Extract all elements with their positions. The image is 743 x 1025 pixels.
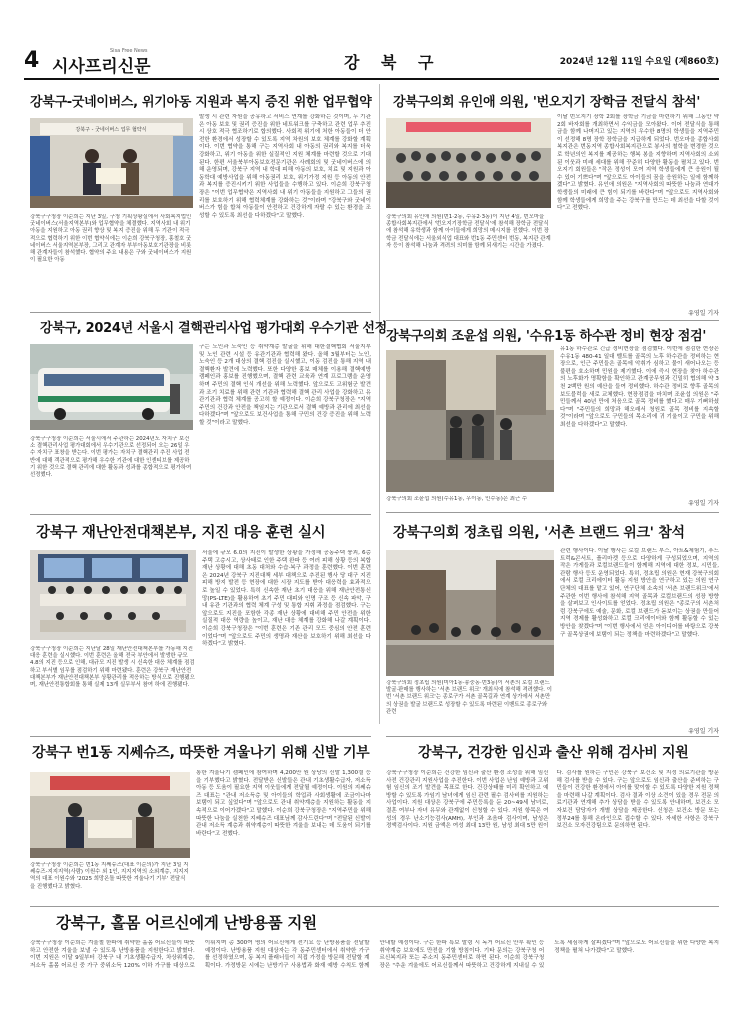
banner-text: 강북구 - 굿네이버스 업무 협약식 — [75, 127, 147, 133]
byline: 유영일 기자 — [688, 728, 719, 735]
article-headline: 강북구 번1동 지쎄슈즈, 따뜻한 겨울나기 위해 신발 기부 — [32, 745, 370, 761]
article-photo-site — [386, 350, 554, 492]
article-photo-donation — [30, 772, 190, 858]
article-body: 강북구구청장 이순희는 지난달 28일 재난안전대책본부를 가동해 지진 대응 훈련을 실시했다. 이번 훈련은 올해 전국 부안에서 발생한 규모 4.8의 지진 등으로 인해, 대규모 지진 발생 시 신속한 대응 체계를 점검하고 부서별 임무를 점검하기 위해 마련됐다. 훈련은 강북구 재난안전대책본부가 재난안전대책본부 상황관리를 적응하는 방식으로 진행됐으며, 재난안전통합회를 통해 실제 13개 실무부서 참여 하에 진행됐다. — [30, 646, 195, 689]
article-body: 강북구구청장 이순희는 건강한 임신과 출산 환경 조성을 위해 임신 사전 건강관리 지원사업을 추진한다. 이번 사업은 난임 예방과 고위험 임신의 조기 발견을 목표로 한다. 건강상태를 미리 확인하고 예방할 수 있도록 가임기 남녀에게 임신 관련 필수 검사비를 지원하는 사업이다. 지원 대상은 강북구에 주민등록을 둔 20~49세 남녀로, 결혼 여부나 자녀 유무와 관계없이 신청할 수 있다. 지원 항목은 여성의 경우 난소기능검사(AMH), 부인과 초음파 검사이며, 남성은 정액검사이다. 지원 금액은 여성 최대 13만 원, 남성 최대 5만 원이다. 검사를 원하는 구민은 강북구 보건소 및 지정 의료기관을 방문해 검사를 받을 수 있다. 구는 앞으로도 임신과 출산을 준비하는 구민들이 건강한 환경에서 아이를 맞이할 수 있도록 다양한 지원 정책을 마련해 나갈 계획이다. 검사 결과 이상 소견이 있을 경우 전문 의료기관과 연계해 추가 상담을 받을 수 있도록 안내하며, 보건소 모자보건 담당자가 개별 상담을 제공한다. 신청은 보건소 방문 또는 정부24를 통해 온라인으로 접수할 수 있다. 자세한 사항은 강북구 보건소 모자건강팀으로 문의하면 된다. — [386, 770, 719, 830]
page-number: 4 — [24, 48, 40, 73]
article-divider — [386, 736, 719, 737]
article-headline: 강북구의회 정초립 의원, '서촌 브랜드 위크' 참석 — [393, 525, 685, 541]
article-body: 통한 겨울나기 캠페인에 참여하며 4,200만 원 상당의 신발 1,300켤 등을 기부했다고 밝혔다. 전달받은 신발들은 관내 기초생활수급자, 저소득 아동 등 도움이 필요한 지역 이웃들에게 전달될 예정이다. 이원의 지쎄슈즈 대표는 "관내 저소득층 및 아이들의 학업과 사회생활에 조금이나마 보탬이 되고 싶었다"며 "앞으로도 관내 취약계층을 지원하는 활동을 지속적으로 이어가겠다"고 말했다. 이순희 강북구청장은 "지역주민을 위해 따뜻한 나눔을 실천한 지쎄슈즈 대표님께 감사드린다"며 "전달된 신발이 관내 저소득 계층과 취약계층이 따뜻한 겨울을 보내는 데 도움이 되기를 바란다"고 전했다. — [196, 770, 371, 837]
section-title: 강 북 구 — [344, 53, 442, 72]
article-divider — [30, 312, 371, 313]
article-divider — [386, 512, 719, 513]
article-photo-drill — [30, 550, 196, 640]
article-body: 이날 번오지기 장학 2회를 장학금 기금을 마련하기 위해 그동안 약 2회 바자회를 개최하면서 수익금을 모아왔다. 이어 전달식을 통해 금을 함께 나머지고 있는 지역의 우수한 8명의 학생들을 지역주민이 선정해 8명 장학 장학금을 지급하게 되었다. 번오마을 종합사회복지관은 번동지역 종합사회복지관으로 봉사의 철학을 변경한 것으로 학년의인 복지를 제공하는 행복 봉을 지향하며 지역사회의 소외된 이웃과 미래 세대를 위해 꾸준히 다양한 활동을 펼치고 있다. 번오지기 회원들은 "작은 정성이 모여 지역 학생들에게 큰 응원이 될 수 있어 기쁘다"며 "앞으로도 아이들의 꿈을 응원하는 일에 함께하겠다"고 밝혔다. 유인애 의원은 "지역사회의 따뜻한 나눔과 연대가 학생들의 미래에 큰 힘이 되기를 바란다"며 "앞으로도 지역사회와 함께 학생들에게 희망을 주는 강북구를 만드는 데 최선을 다할 것이다"고 전했다. — [557, 114, 719, 212]
article-headline: 강북구의회 유인애 의원, '번오지기 장학금 전달식 참석' — [393, 95, 701, 110]
article-body: 강북구구청장 이순희는 서울시에서 주관하는 2024년도 자치구 보건소 결핵관리사업 평가대회에서 우수기관으로 선정되어 오는 26일 우수 자치구 표창을 받는다. 이번 평가는 자치구 결핵관리 추진 사업 전반에 대해 객관적으로 평가해 우수한 기관에 대한 인센티브를 제공하기 위한 것으로 결핵 관리에 대한 활동과 성과를 종합적으로 평가하여 선정했다. — [30, 436, 192, 479]
article-body: 강북구구청장 이순희는 번1동 지쎄슈즈(대표 이순의)가 지난 3일 지쎄슈즈-지지지역(사람) 이원수 외 1인, 지지지역의 소외계층, 지지지역의 대표 이원수와 '2025 희망온돌 따뜻한 겨울나기 기부' 전달식을 진행했다고 밝혔다. — [30, 862, 189, 890]
article-body: 강북구구청장 이순희는 겨울철 한파에 취약한 홀몸 어르신들이 따뜻하고 안전한 겨울을 보낼 수 있도록 난방용품을 지원한다고 밝혔다. 이번 지원은 이달 9일부터 강북구 내 기초생활수급자, 차상위계층, 저소득 홀몸 어르신 중 가구 중위소득 120% 이하 가구를 대상으로 이뤄지며 총 300여 명의 어르신에게 전기요 등 난방용품을 전달할 예정이다. 난방용품 지원 대상자는 각 동주민센터에서 취약한 가구를 선정하였으며, 동 복지 플래너들이 직접 가정을 방문해 전달할 계획이다. 가정방문 시에는 난방기구 사용법과 화재 예방 수칙도 함께 안내할 예정이다. 구는 한파 특보 발령 시 독거 어르신 안부 확인 등 취약계층 보호에도 만전을 기할 방침이다. 기타 문의는 강북구청 어르신복지과 또는 주소지 동주민센터로 하면 된다. 이순희 강북구청장은 "추운 겨울에도 어르신들께서 따뜻하고 건강하게 지내실 수 있도록 세심하게 살피겠다"며 "앞으로도 어르신들을 위한 다양한 복지 정책을 펼쳐 나가겠다"고 말했다. — [30, 940, 719, 969]
article-photo-street — [386, 550, 554, 676]
article-divider — [30, 906, 719, 907]
article-divider — [30, 736, 371, 737]
masthead — [24, 48, 719, 78]
article-headline: 강북구의회 조윤섭 의원, '수유1동 하수관 정비 현장 점검' — [386, 329, 707, 344]
article-body: 서울에 규모 6.0의 지진이 발생한 상황을 가정해 공동주택 붕괴, 6층 주택 고층시고, 상사태로 인한 주택 완파 등 여러 피해 상황 등의 복합 재난 상황에 대해 초동 대처와 수습·복구 과정을 훈련했다. 이번 훈련은 2024년 강북구 지진대책 세부 대책으로 추진된 행사 당 대구 지진 피해 방지 발전 등 현장에 대한 시장 지도를 받아 대응력을 효과적으로 높일 수 있었다. 특히 신속한 재난 초기 대응을 위해 재난안전통신망(PS-LTE)을 활용하여 초기 주민 대피와 인명 구조 등 신속 파악, 구내 유관 기관과의 협력 체계 구성 및 통합 지휘 과정을 점검했다. 구는 앞으로도 지진을 포함한 각종 재난 상황에 대비해 주민 안전을 위한 실질적 대응 역량을 높이고, 재난 대응 체계를 강화해 나갈 계획이다. 이순희 강북구청장은 "이번 훈련은 기존 관리 모드 중심의 안전 훈련이었다"며 "앞으로도 주민의 생명과 재산을 보호하기 위해 최선을 다하겠다"고 밝혔다. — [202, 550, 371, 648]
paper-name-small: Sisa Free News — [110, 48, 148, 54]
article-body: 발생 시 관련 자원을 공유하고 서비스 연계를 강화하는 것이며, 두 기관은 아동 보호 및 권리 증진을 위한 네트워크를 구축하고 관련 업무 추진 시 상호 적극 협조하기로 합의했다. 사회적 위기에 처한 아동들이 더 안전한 환경에서 성장할 수 있도록 지역 차원의 보호 체계를 강화할 계획이다. 이번 협약을 통해 구는 지역사회 내 아동의 권리와 복지를 더욱 강화하고, 위기 아동을 위한 실질적인 지원 체계를 마련할 것으로 기대된다. 한편 서울북부아동보호전문기관은 사례회의 및 굿네이버스에 의해 운영되며, 강북구 지역 내 학대 피해 아동의 보호, 치료 및 지원과 아동학대 예방사업을 위해 아동권리 보호, 위기가정 지원 등 아동의 안전과 복지를 증진시키기 위한 사업들을 수행하고 있다. 이순희 강북구청장은 "이번 업무협약은 지역사회 내 위기 아동들을 지원하고 그들의 권리를 보호하기 위해 협력체계를 강화하는 것"이라며 "강북구와 굿네이버스가 힘을 합쳐 아동들이 안전하고 건강하게 자랄 수 있는 환경을 조성할 수 있도록 최선을 다하겠다"고 말했다. — [199, 114, 371, 219]
column-divider — [379, 84, 380, 724]
article-body: 강북구의회 유인애 의원(번1·2동, 수유2·3동)이 지난 4일, 번오마을 종합사회복지관에서 '번오지기장학금 전달식'에 참석해 장학금 전달식에 참석해 유학생과 함께 아이들에게 희망의 메시지를 전했다. 이번 장학금 전달식에는 서울외식업 대표와 번1동 주민센터 번동, 복지관 관계자 등이 참석해 나눔과 격려의 의미를 함께 되새기는 시간을 가졌다. — [386, 214, 551, 249]
article-body: 강북구구청장 이순희는 지난 3일, 구청 기획상황실에서 사회복지법인 굿네이버스(서울지역본부)와 업무협약을 체결했다. 지역사회 내 위기 아동을 지원하고 아동 권리 향상 및 복지 증진을 위해 두 기관이 적극적으로 협력하기 위한 이번 협약식에는 이순희 강북구청장, 홍철호 굿네이버스 서울지역본부장, 그리고 관계자 부부아동보호기관장을 비롯해 관계자들이 참석했다. 협약의 주요 내용은 구와 굿네이버스가 지원이 필요한 아동 — [30, 214, 192, 264]
article-photo-group — [386, 118, 551, 208]
article-divider — [30, 514, 371, 515]
article-body: 강북구의회 정초립 의원(미아1동·송중동·번3동)이 서촌의 로컬 브랜드 발굴·판매를 행사하는 '서촌 브랜드 위크' 개최식에 참석해 격려했다. 이번 '서촌 브랜드 위크'는 종로구가 서촌 골목길과 연계 상가에서 서촌만의 상권을 발굴 브랜드로 성장할 수 있도록 마련된 이벤트로 종로구와 관련 — [386, 680, 552, 715]
article-body: 관련 행사이다. 이날 행사는 로컬 브랜드 부스, 아트&체험기, 푸드트럭&콘서트, 플리마켓 등으로 다양하게 구성되었으며, 지역의 작은 가게들과 로컬브랜드들이 함께해 지역에 대한 정보, 시민들, 관람 행사 등도 운영되었다. 특히, 정초립 의원은 현재 강북구의회에서 로컬 크리에이터 활동 지원 방안을 연구하고 있는 의원 연구단체의 대표를 맡고 있어, 연구단체 소속의 '서촌 브랜드위크'에서 주관한 이번 행사에 참석해 지역 골목과 로컬브랜드의 성장 방향을 살펴보고 인사이트를 얻었다. 정초립 의원은 "종로구의 서촌처럼 강북구에도 예술, 문화, 로컬 브랜드가 돋보이는 상권을 만들어 지역 경제를 활성화하고 로컬 크리에이터와 함께 활동할 수 있는 방안을 찾겠다"며 "이번 행사에서 얻은 아이디어를 바탕으로 강북구 골목상권에 보탬이 되는 정책을 마련하겠다"고 말했다. — [560, 548, 719, 638]
article-headline: 강북구, 홀몸 어르신에게 난방용품 지원 — [56, 914, 317, 932]
article-body: 구는 노인과 노숙인 등 취약계층 발굴을 위해 대한결핵협회 서울지부 및 노인 관련 시설 등 유관기관과 협력해 왔다. 올해 3월부터는 노인, 노숙인 등 2개 대상의 결핵 검진을 실시했고, 이동 검진을 통해 지역 내 결핵환자 발견에 노력했다. 또한 다양한 홍보 매체를 이용해 결핵예방 캠페인과 홍보를 진행했으며, 결핵 관련 교육과 연계 프로그램을 운영하며 주민의 결핵 인식 개선을 위해 노력했다. 앞으로도 고위험군 발견과 조기 치료를 위해 관련 기관과 협력해 결핵 관리 사업을 강화하고 유관기관과 협력 체계를 공고히 할 예정이다. 이순희 강북구청장은 "지역 주민의 건강과 안전을 책임지는 기관으로서 결핵 예방과 관리에 최선을 다하겠다"며 "앞으로도 보건사업을 통해 구민의 건강 증진을 위해 노력할 것"이라고 말했다. — [199, 344, 371, 426]
article-headline: 강북구, 건강한 임신과 출산 위해 검사비 지원 — [418, 745, 689, 761]
article-headline: 강북구-굿네이버스, 위기아동 지원과 복지 증진 위한 업무협약 — [30, 95, 372, 110]
article-headline: 강북구, 2024년 서울시 결핵관리사업 평가대회 우수기관 선정 — [40, 321, 387, 336]
paper-name: 시사프리신문 — [52, 57, 151, 77]
masthead-rule — [24, 78, 719, 80]
article-divider — [386, 320, 719, 321]
byline: 유영일 기자 — [688, 500, 719, 507]
article-body: 유1동 하수관로 긴급 정비현장을 점검했다. 이번에 점검한 현장은 수유1동 480-41 일대 벨트를 골목의 노후 하수관을 정비하는 현장으로, 인근 주민들은 골목에 악취가 심하고 물이 새어나오는 등 불편을 호소하며 민원을 제기했다. 이에 즉시 현장을 찾아 하수관의 노후화가 명확함을 확인하고 관계공무원과 긴밀히 협의해 약 3천 2백만 원의 예산을 들여 정비했다. 하수관 정비로 향후 골목의 보도블럭을 새로 교체했다. 현장점검을 마치며 조윤섭 의원은 "주민들께서 40년 만에 처음으로 골목 정비를 했다고 매우 기뻐하셨다"며 "주민들의 희망과 해오래서 청원로 골목 정비를 지속할 것"이라며 "앞으로도 구민들의 목소리에 귀 기울이고 구민을 위해 최선을 다하겠다"고 말했다. — [560, 346, 719, 428]
article-headline: 강북구 재난안전대책본부, 지진 대응 훈련 실시 — [36, 525, 326, 541]
article-photo-bus — [30, 344, 193, 430]
article-body: 강북구의회 조윤섭 의원(수유1동, 우이동, 인수동)은 최근 수 — [386, 496, 528, 502]
byline: 유영일 기자 — [688, 310, 719, 317]
dateline: 2024년 12월 11일 수요일 (제860호) — [559, 57, 719, 67]
article-photo-signing — [30, 118, 193, 208]
